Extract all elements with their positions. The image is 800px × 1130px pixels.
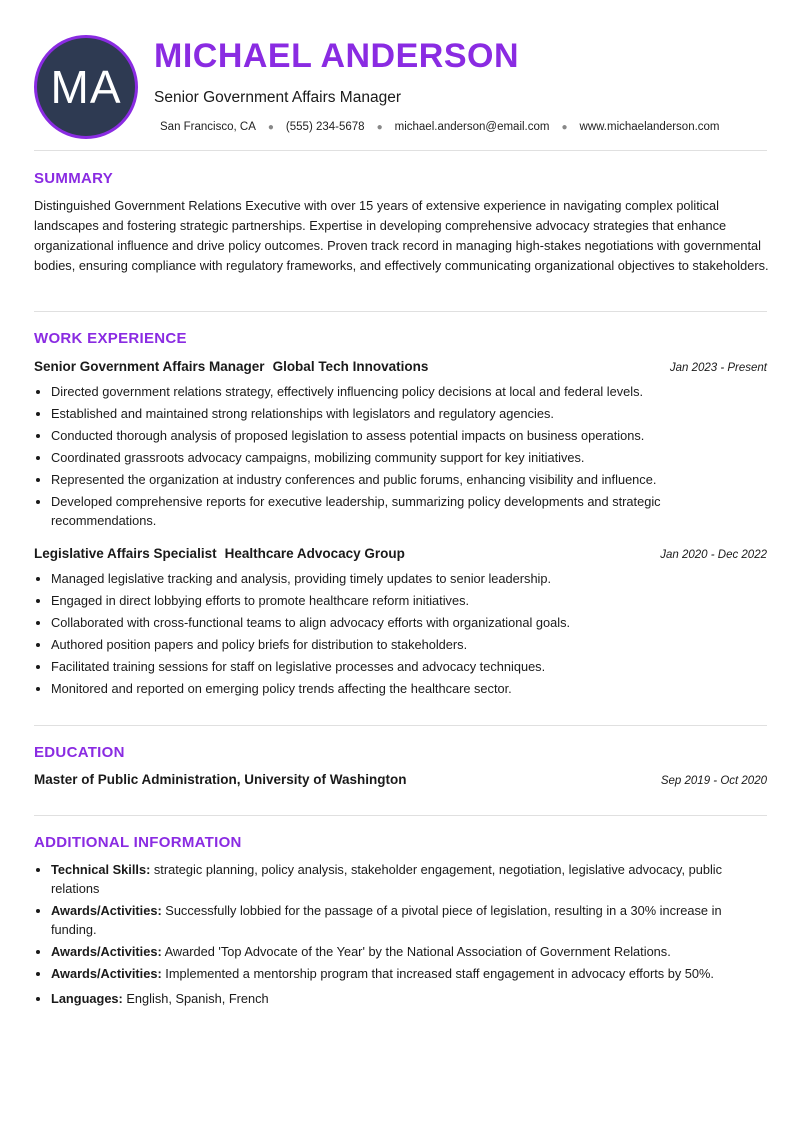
list-item: • Represented the organization at industry conferences and public forums, enhancing visibility and influence. — [51, 470, 761, 489]
item-label: Awards/Activities: — [51, 903, 162, 918]
item-label: Languages: — [51, 991, 123, 1006]
education-dates: Sep 2019 - Oct 2020 — [660, 775, 767, 787]
list-item — [51, 989, 761, 1008]
job-header — [34, 358, 767, 376]
job-header — [34, 545, 767, 563]
contact-website[interactable]: www.michaelanderson.com — [579, 121, 720, 133]
job-role-company — [34, 545, 405, 563]
education-degree: Master of Public Administration, University of Washington — [34, 772, 407, 787]
job-company: Healthcare Advocacy Group — [224, 546, 405, 561]
additional-info-list — [34, 860, 761, 1011]
job-dates: Jan 2020 - Dec 2022 — [660, 549, 767, 561]
item-text: English, Spanish, French — [126, 991, 269, 1006]
list-item — [51, 964, 761, 983]
avatar-initials: MA — [50, 61, 122, 113]
item-text: Successfully lobbied for the passage of a pivotal piece of legislation, resulting in a 30% increase in funding. — [51, 903, 722, 937]
job-title: Senior Government Affairs Manager — [154, 89, 401, 106]
candidate-name: MICHAEL ANDERSON — [154, 37, 520, 75]
summary-heading: SUMMARY — [34, 170, 114, 187]
list-item: • Conducted thorough analysis of proposed legislation to assess potential impacts on business operations. — [51, 426, 761, 445]
list-item: • Authored position papers and policy briefs for distribution to stakeholders. — [51, 635, 761, 654]
list-item: • Engaged in direct lobbying efforts to promote healthcare reform initiatives. — [51, 591, 761, 610]
list-item: • Coordinated grassroots advocacy campaigns, mobilizing community support for key initiatives. — [51, 448, 761, 467]
section-divider — [34, 150, 767, 151]
item-text: Implemented a mentorship program that increased staff engagement in advocacy efforts by 50%. — [165, 966, 714, 981]
avatar — [34, 35, 138, 139]
bullet-separator-icon: ● — [561, 121, 568, 133]
job-dates: Jan 2023 - Present — [669, 362, 767, 374]
item-label: Awards/Activities: — [51, 966, 162, 981]
contact-location: San Francisco, CA — [160, 121, 256, 133]
section-divider — [34, 815, 767, 816]
list-item: • Established and maintained strong relationships with legislators and regulatory agencies. — [51, 404, 761, 423]
list-item: • Managed legislative tracking and analysis, providing timely updates to senior leadership. — [51, 569, 761, 588]
contact-email[interactable]: michael.anderson@email.com — [394, 121, 550, 133]
list-item — [51, 901, 761, 939]
job-company: Global Tech Innovations — [272, 359, 429, 374]
contact-phone: (555) 234-5678 — [285, 121, 365, 133]
section-divider — [34, 725, 767, 726]
job-role: Senior Government Affairs Manager — [34, 359, 265, 374]
education-entry — [34, 772, 767, 787]
bullet-separator-icon: ● — [376, 121, 383, 133]
job-role: Legislative Affairs Specialist — [34, 546, 217, 561]
section-divider — [34, 311, 767, 312]
additional-info-heading: ADDITIONAL INFORMATION — [34, 834, 242, 851]
list-item — [51, 860, 761, 898]
item-text: Awarded 'Top Advocate of the Year' by the National Association of Government Relations. — [164, 944, 671, 959]
list-item: • Developed comprehensive reports for executive leadership, summarizing policy developments and strategic recommendations. — [51, 492, 761, 530]
list-item: • Monitored and reported on emerging policy trends affecting the healthcare sector. — [51, 679, 761, 698]
work-experience-heading: WORK EXPERIENCE — [34, 330, 187, 347]
item-label: Technical Skills: — [51, 862, 151, 877]
job-role-company — [34, 358, 428, 376]
bullet-separator-icon: ● — [267, 121, 274, 133]
list-item: • Directed government relations strategy, effectively influencing policy decisions at local and federal levels. — [51, 382, 761, 401]
list-item: • Collaborated with cross-functional teams to align advocacy efforts with organizational goals. — [51, 613, 761, 632]
summary-text: Distinguished Government Relations Executive with over 15 years of extensive experience in navigating complex political landscapes and fostering strategic partnerships. Expertise in developing comprehensive advocacy strategies that enhance organizational influence and drive policy outcomes. Proven track record in managing high-stakes negotiations with governmental bodies, ensuring compliance with regulatory frameworks, and effectively communicating organizational objectives to stakeholders. — [34, 198, 769, 273]
job-bullets — [34, 569, 761, 701]
item-label: Awards/Activities: — [51, 944, 162, 959]
item-text: strategic planning, policy analysis, stakeholder engagement, negotiation, legislative advocacy, public relations — [51, 862, 723, 896]
list-item: • Facilitated training sessions for staff on legislative processes and advocacy techniques. — [51, 657, 761, 676]
education-heading: EDUCATION — [34, 744, 125, 761]
contact-bar — [160, 121, 720, 133]
list-item — [51, 942, 761, 961]
job-bullets — [34, 382, 761, 533]
